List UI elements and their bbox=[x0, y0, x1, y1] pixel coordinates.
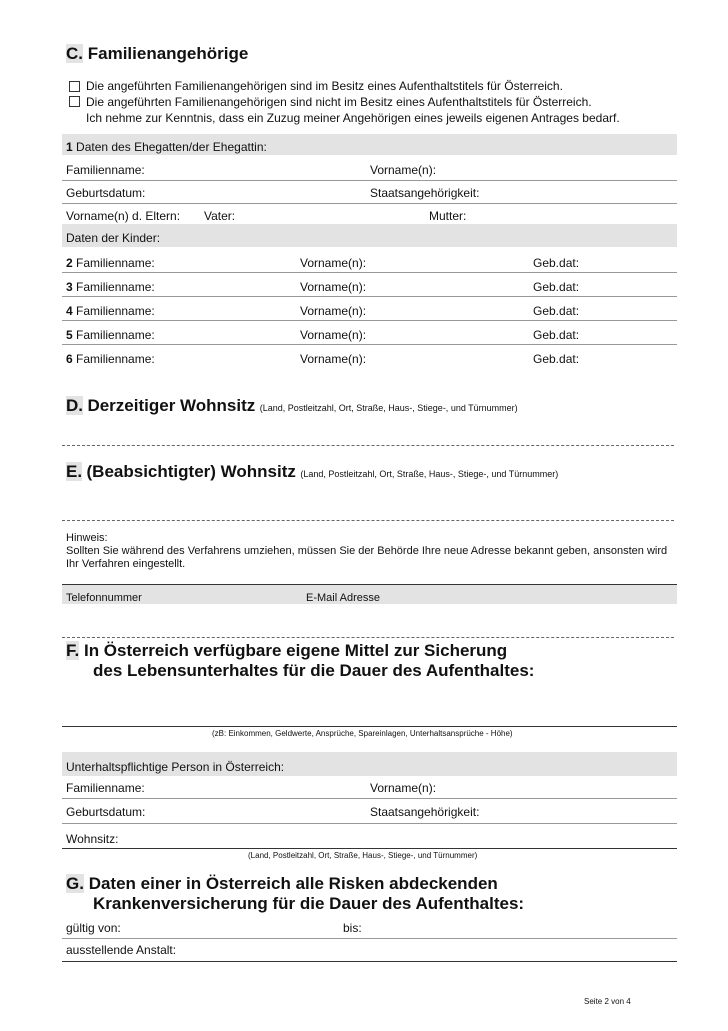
child-gebdat-label: Geb.dat: bbox=[533, 352, 580, 366]
person-familienname-label[interactable]: Familienname: bbox=[66, 781, 145, 795]
divider bbox=[62, 296, 677, 297]
section-e-hint: (Land, Postleitzahl, Ort, Straße, Haus-, Stiege-, und Türnummer) bbox=[300, 469, 559, 479]
child-number: 4 bbox=[66, 304, 73, 318]
spouse-staatsangehoerigkeit-label: Staatsangehörigkeit: bbox=[370, 186, 480, 200]
child-vorname-label: Vorname(n): bbox=[300, 352, 367, 366]
current-address-field[interactable] bbox=[62, 422, 677, 444]
child-number: 3 bbox=[66, 280, 73, 294]
person-vorname-label[interactable]: Vorname(n): bbox=[370, 781, 437, 795]
section-e-letter: E. bbox=[66, 462, 83, 481]
child-row-5[interactable] bbox=[66, 328, 155, 342]
section-c-title: Familienangehörige bbox=[87, 44, 249, 63]
child-row-4[interactable] bbox=[66, 304, 155, 318]
page-number: Seite 2 von 4 bbox=[584, 997, 631, 1006]
children-header: Daten der Kinder: bbox=[66, 231, 161, 245]
child-vorname-label: Vorname(n): bbox=[300, 280, 367, 294]
person-wohnsitz-label[interactable]: Wohnsitz: bbox=[66, 832, 119, 846]
address-underline bbox=[62, 445, 674, 446]
section-f-heading bbox=[66, 641, 507, 661]
spouse-familienname-label: Familienname: bbox=[66, 163, 145, 177]
child-gebdat-label: Geb.dat: bbox=[533, 328, 580, 342]
section-d-title: Derzeitiger Wohnsitz bbox=[87, 396, 256, 415]
section-c-letter: C. bbox=[66, 44, 83, 63]
means-hint: (zB: Einkommen, Geldwerte, Ansprüche, Spareinlagen, Unterhaltsansprüche - Höhe) bbox=[212, 729, 513, 738]
intended-address-field[interactable] bbox=[62, 494, 677, 516]
hinweis-line-2: Ihr Verfahren eingestellt. bbox=[66, 558, 186, 570]
bis-label[interactable]: bis: bbox=[343, 921, 362, 935]
person-staatsangehoerigkeit-label[interactable]: Staatsangehörigkeit: bbox=[370, 805, 480, 819]
spouse-vorname-label: Vorname(n): bbox=[370, 163, 437, 177]
means-underline bbox=[62, 726, 677, 727]
child-gebdat-label: Geb.dat: bbox=[533, 256, 580, 270]
anstalt-underline bbox=[62, 961, 677, 962]
section-f-title-line1: In Österreich verfügbare eigene Mittel zur Sicherung bbox=[83, 641, 508, 660]
spouse-header bbox=[66, 140, 267, 154]
divider bbox=[62, 823, 677, 824]
contact-underline bbox=[62, 637, 674, 638]
person-geburtsdatum-label[interactable]: Geburtsdatum: bbox=[66, 805, 146, 819]
checkbox-has-permit-label: Die angeführten Familienangehörigen sind im Besitz eines Aufenthaltstitels für Österreich. bbox=[86, 79, 563, 93]
means-field[interactable] bbox=[62, 700, 677, 724]
acknowledgement-note: Ich nehme zur Kenntnis, dass ein Zuzug meiner Angehörigen eines jeweils eigenen Antrages bedarf. bbox=[86, 111, 620, 125]
anstalt-label[interactable]: ausstellende Anstalt: bbox=[66, 943, 177, 957]
section-f-title-line2: des Lebensunterhaltes für die Dauer des Aufenthaltes: bbox=[93, 661, 535, 680]
child-number: 2 bbox=[66, 256, 73, 270]
section-d-letter: D. bbox=[66, 396, 83, 415]
section-d-heading bbox=[66, 396, 518, 416]
child-familienname-label: Familienname: bbox=[76, 304, 155, 318]
gueltig-von-label[interactable]: gültig von: bbox=[66, 921, 121, 935]
checkbox-no-permit[interactable] bbox=[69, 96, 80, 107]
section-g-title-line2: Krankenversicherung für die Dauer des Aufenthaltes: bbox=[93, 894, 525, 913]
section-d-hint: (Land, Postleitzahl, Ort, Straße, Haus-, Stiege-, und Türnummer) bbox=[259, 403, 518, 413]
divider bbox=[62, 344, 677, 345]
child-vorname-label: Vorname(n): bbox=[300, 304, 367, 318]
spouse-number: 1 bbox=[66, 140, 73, 154]
divider bbox=[62, 938, 677, 939]
child-vorname-label: Vorname(n): bbox=[300, 328, 367, 342]
child-gebdat-label: Geb.dat: bbox=[533, 304, 580, 318]
spouse-parents-label: Vorname(n) d. Eltern: bbox=[66, 209, 181, 223]
child-number: 5 bbox=[66, 328, 73, 342]
spouse-vater-label: Vater: bbox=[204, 209, 236, 223]
hinweis-label: Hinweis: bbox=[66, 532, 108, 544]
child-number: 6 bbox=[66, 352, 73, 366]
address-underline bbox=[62, 520, 674, 521]
section-f-letter: F. bbox=[66, 641, 80, 660]
section-e-heading bbox=[66, 462, 558, 482]
email-label[interactable]: E-Mail Adresse bbox=[306, 592, 380, 604]
person-header: Unterhaltspflichtige Person in Österreich: bbox=[66, 760, 285, 774]
divider bbox=[62, 798, 677, 799]
checkbox-no-permit-label: Die angeführten Familienangehörigen sind nicht im Besitz eines Aufenthaltstitels für Österreich. bbox=[86, 95, 592, 109]
section-e-title: (Beabsichtigter) Wohnsitz bbox=[86, 462, 296, 481]
checkbox-has-permit[interactable] bbox=[69, 81, 80, 92]
wohnsitz-underline bbox=[62, 848, 677, 849]
spouse-header-text: Daten des Ehegatten/der Ehegattin: bbox=[76, 140, 267, 154]
child-row-2[interactable] bbox=[66, 256, 155, 270]
spouse-familienname-field[interactable] bbox=[140, 160, 360, 182]
spouse-geburtsdatum-label: Geburtsdatum: bbox=[66, 186, 146, 200]
child-row-3[interactable] bbox=[66, 280, 155, 294]
divider bbox=[62, 320, 677, 321]
telefon-label[interactable]: Telefonnummer bbox=[66, 592, 142, 604]
child-familienname-label: Familienname: bbox=[76, 280, 155, 294]
hinweis-line-1: Sollten Sie während des Verfahrens umziehen, müssen Sie der Behörde Ihre neue Adresse bekannt geben, ansonsten wird bbox=[66, 545, 668, 557]
child-row-6[interactable] bbox=[66, 352, 155, 366]
divider bbox=[62, 203, 677, 204]
child-gebdat-label: Geb.dat: bbox=[533, 280, 580, 294]
child-familienname-label: Familienname: bbox=[76, 328, 155, 342]
child-familienname-label: Familienname: bbox=[76, 352, 155, 366]
wohnsitz-hint: (Land, Postleitzahl, Ort, Straße, Haus-, Stiege-, und Türnummer) bbox=[248, 851, 478, 860]
divider bbox=[62, 180, 677, 181]
divider bbox=[62, 272, 677, 273]
section-c-heading bbox=[66, 44, 248, 64]
section-g-title-line1: Daten einer in Österreich alle Risken abdeckenden bbox=[88, 874, 498, 893]
section-g-heading bbox=[66, 874, 498, 894]
child-vorname-label: Vorname(n): bbox=[300, 256, 367, 270]
section-g-letter: G. bbox=[66, 874, 84, 893]
spouse-mutter-label: Mutter: bbox=[429, 209, 467, 223]
child-familienname-label: Familienname: bbox=[76, 256, 155, 270]
